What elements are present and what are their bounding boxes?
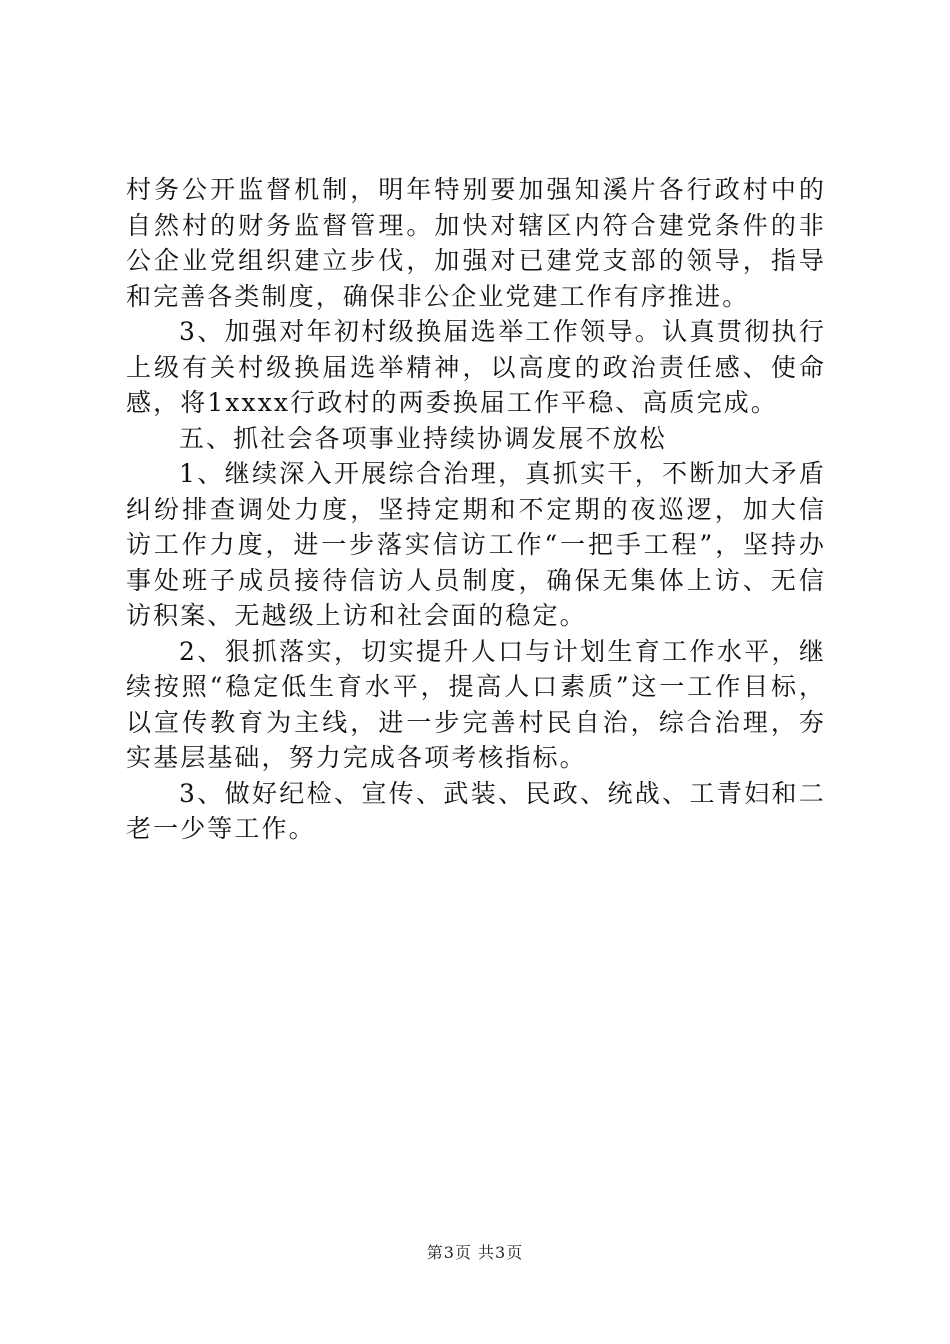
paragraph-comprehensive-governance: 1、继续深入开展综合治理，真抓实干，不断加大矛盾纠纷排查调处力度，坚持定期和不定期的夜巡逻，加大信访工作力度，进一步落实信访工作“一把手工程”，坚持办事处班子成员接待信访人员制度，确保无集体上访、无信访积案、无越级上访和社会面的稳定。 bbox=[126, 459, 826, 630]
page-number-footer: 第3页 共3页 bbox=[426, 1243, 524, 1262]
paragraph-other-work: 3、做好纪检、宣传、武装、民政、统战、工青妇和二老一少等工作。 bbox=[126, 778, 826, 843]
section-heading-social-development: 五、抓社会各项事业持续协调发展不放松 bbox=[179, 423, 667, 453]
paragraph-village-affairs-supervision: 村务公开监督机制，明年特别要加强知溪片各行政村中的自然村的财务监督管理。加快对辖区内符合建党条件的非公企业党组织建立步伐，加强对已建党支部的领导，指导和完善各类制度，确保非公企业党建工作有序推进。 bbox=[126, 175, 826, 311]
document-body bbox=[126, 172, 826, 847]
paragraph-family-planning: 2、狠抓落实，切实提升人口与计划生育工作水平，继续按照“稳定低生育水平，提高人口素质”这一工作目标，以宣传教育为主线，进一步完善村民自治，综合治理，夯实基层基础，努力完成各项考核指标。 bbox=[126, 636, 826, 772]
paragraph-village-election: 3、加强对年初村级换届选举工作领导。认真贯彻执行上级有关村级换届选举精神，以高度的政治责任感、使命感，将1xxxx行政村的两委换届工作平稳、高质完成。 bbox=[126, 317, 826, 417]
